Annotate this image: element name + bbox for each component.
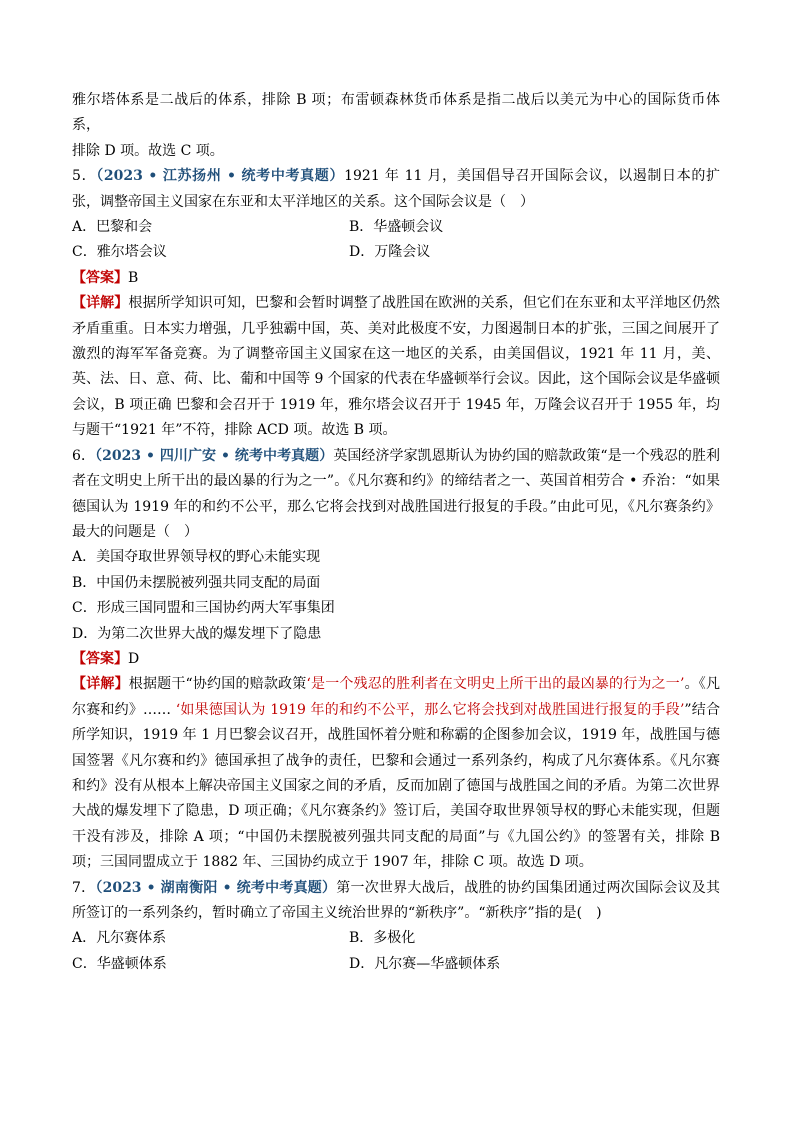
document-page	[72, 88, 720, 977]
question-5-answer: 【答案】B	[72, 269, 139, 286]
question-source: （2023 • 湖南衡阳 • 统考中考真题）	[95, 879, 337, 896]
question-7-stem: 7．（2023 • 湖南衡阳 • 统考中考真题）第一次世界大战后，战胜的协约国集团通过两次国际会议及其所签订的一系列条约，暂时确立了帝国主义统治世界的“新秩序”。“新秩序”指的是( )	[72, 879, 720, 921]
quoted-text: ‘如果德国认为 1919 年的和约不公平，那么它将会找到对战胜国进行报复的手段’	[175, 701, 685, 718]
option-b: B．华盛顿会议	[349, 219, 444, 236]
quoted-text: ‘是一个残忍的胜利者在文明史上所干出的最凶暴的行为之一’	[306, 676, 685, 693]
option-a: A．凡尔赛体系	[72, 930, 167, 947]
option-b: B．中国仍未摆脱被列强共同支配的局面	[72, 574, 321, 591]
option-a: A．巴黎和会	[72, 219, 153, 236]
answer-tag: 【答案】	[72, 650, 128, 667]
detail-tag: 【详解】	[72, 676, 129, 693]
question-5-options	[72, 215, 720, 266]
answer-tag: 【答案】	[72, 269, 128, 286]
detail-tag: 【详解】	[72, 295, 129, 312]
question-6-detail: 【详解】根据题干“协约国的赔款政策‘是一个残忍的胜利者在文明史上所干出的最凶暴的行为之一’。《凡尔赛和约》…… ‘如果德国认为 1919 年的和约不公平，那么它将会找到对战胜国进行报复的手段’”结合所学知识，1919 年 1 月巴黎会议召开，战胜国怀着分赃和称霸的企图参加会议，1919 年，战胜国与德国签署《凡尔赛和约》德国承担了战争的责任，巴黎和会通过一系列条约，构成了凡尔赛体系。《凡尔赛和约》没有从根本上解决帝国主义国家之间的矛盾，反而加剧了德国与战胜国之间的矛盾。为第二次世界大战的爆发埋下了隐患，D 项正确；《凡尔赛条约》签订后，美国夺取世界领导权的野心未能实现，但题干没有涉及，排除 A 项；“中国仍未摆脱被列强共同支配的局面”与《九国公约》的签署有关，排除 B 项；三国同盟成立于 1882 年、三国协约成立于 1907 年，排除 C 项。故选 D 项。	[72, 676, 720, 871]
option-d: D．万隆会议	[349, 244, 431, 261]
option-d: D．凡尔赛—华盛顿体系	[349, 955, 501, 972]
intro-paragraph: 雅尔塔体系是二战后的体系，排除 B 项；布雷顿森林货币体系是指二战后以美元为中心的国际货币体系， 排除 D 项。故选 C 项。	[72, 92, 720, 159]
question-6-stem: 6．（2023 • 四川广安 • 统考中考真题）英国经济学家凯恩斯认为协约国的赔款政策“是一个残忍的胜利者在文明史上所干出的最凶暴的行为之一”。《凡尔赛和约》的缔结者之一、英国首相劳合 • 乔治：“如果德国认为 1919 年的和约不公平，那么它将会找到对战胜国进行报复的手段。”由此可见，《凡尔赛条约》最大的问题是（ ）	[72, 447, 721, 540]
option-c: C．形成三国同盟和三国协约两大军事集团	[72, 600, 335, 617]
question-6-answer: 【答案】D	[72, 650, 140, 667]
question-source: （2023 • 四川广安 • 统考中考真题）	[95, 447, 334, 464]
question-5-stem: 5．（2023 • 江苏扬州 • 统考中考真题）1921 年 11 月，美国倡导召开国际会议，以遏制日本的扩张，调整帝国主义国家在东亚和太平洋地区的关系。这个国际会议是（ ）	[72, 168, 721, 210]
option-c: C．雅尔塔会议	[72, 244, 167, 261]
option-b: B．多极化	[349, 930, 416, 947]
option-d: D．为第二次世界大战的爆发埋下了隐患	[72, 625, 322, 642]
option-c: C．华盛顿体系	[72, 955, 167, 972]
question-7-options	[72, 926, 720, 977]
question-5-detail: 【详解】根据所学知识可知，巴黎和会暂时调整了战胜国在欧洲的关系，但它们在东亚和太平洋地区仍然矛盾重重。日本实力增强，几乎独霸中国，英、美对此极度不安，力图遏制日本的扩张，三国之间展开了激烈的海军军备竞赛。为了调整帝国主义国家在这一地区的关系，由美国倡议，1921 年 11 月，美、英、法、日、意、荷、比、葡和中国等 9 个国家的代表在华盛顿举行会议。因此，这个国际会议是华盛顿会议，B 项正确 巴黎和会召开于 1919 年，雅尔塔会议召开于 1945 年，万隆会议召开于 1955 年，均与题干“1921 年”不符，排除 ACD 项。故选 B 项。	[72, 295, 721, 439]
option-a: A．美国夺取世界领导权的野心未能实现	[72, 549, 321, 566]
question-source: （2023 • 江苏扬州 • 统考中考真题）	[96, 168, 345, 185]
